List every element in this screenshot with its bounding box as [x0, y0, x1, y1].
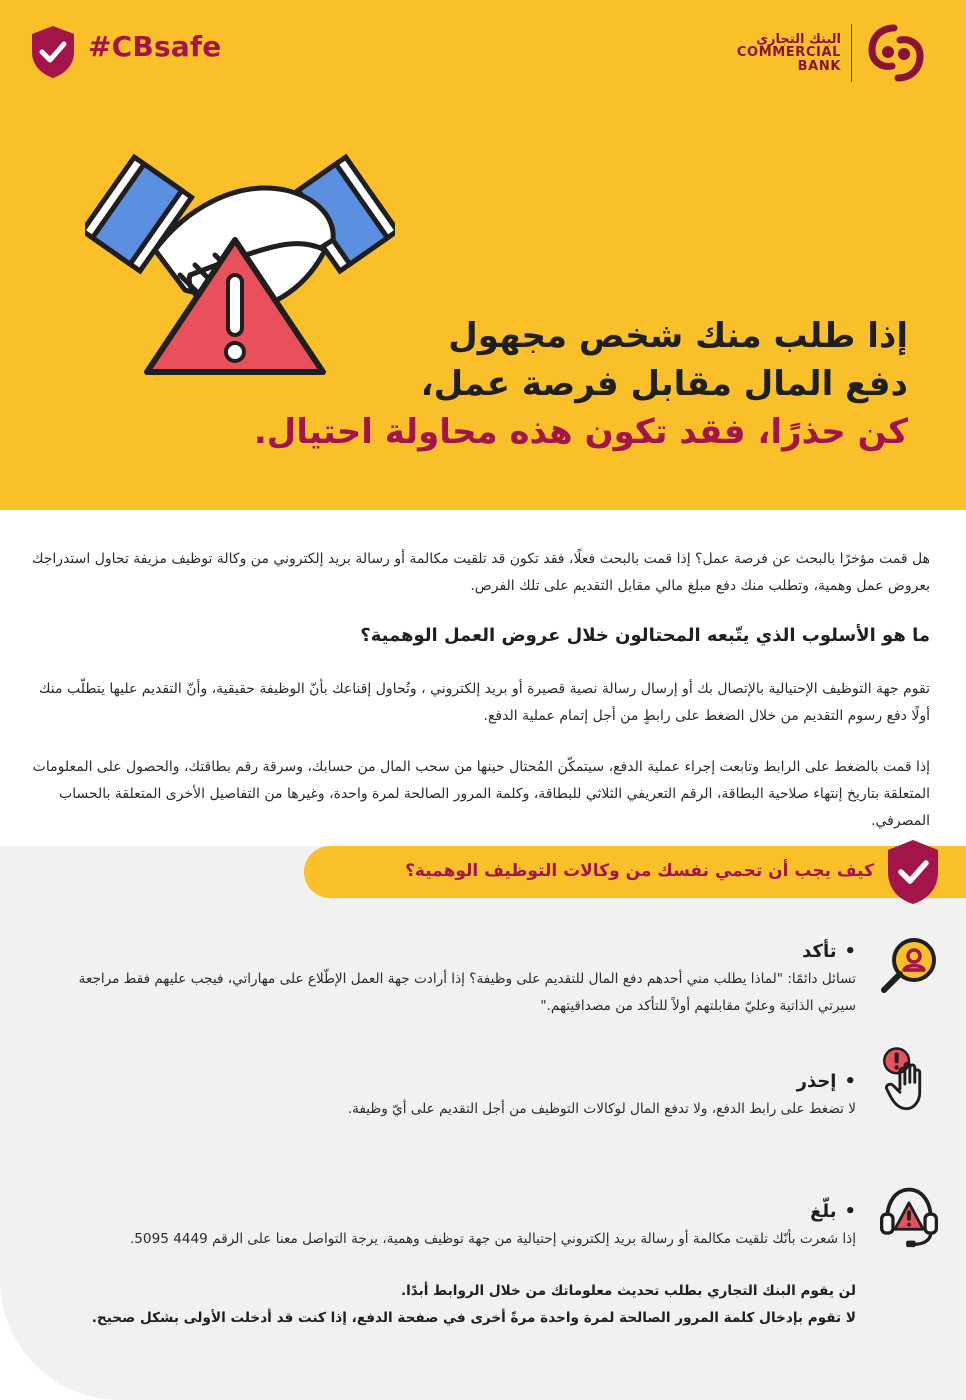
security-notes	[36, 1278, 856, 1332]
note-no-links: لن يقوم البنك التجاري بطلب تحديث معلوماتك من خلال الروابط أبدًا.	[400, 1283, 856, 1299]
tip-beware-body: لا تضغط على رابط الدفع، ولا تدفع المال لوكالات التوظيف من أجل التقديم على أيّ وظيفة.	[347, 1101, 856, 1117]
headline-line-2: دفع المال مقابل فرصة عمل،	[420, 364, 908, 404]
headline-line-1: إذا طلب منك شخص مجهول	[448, 316, 908, 356]
bank-name-en-1: COMMERCIAL	[736, 45, 841, 61]
bank-name-ar: البنك التجاري	[756, 31, 841, 47]
tip-beware	[56, 1068, 856, 1123]
intro-paragraph: هل قمت مؤخرًا بالبحث عن فرصة عمل؟ إذا قمت بالبحث فعلًا، فقد تكون قد تلقيت مكالمة أو رسالة بريد إلكتروني من وكالة توظيف مزيفة تحاول استدراجك بعروض عمل وهمية، وتطلب منك دفع مبلغ مالي مقابل التقديم على تلك الفرص.	[31, 551, 930, 594]
bullet-icon: •	[844, 1201, 856, 1222]
shield-check-icon	[886, 838, 940, 906]
bank-name-en-2: BANK	[797, 58, 841, 74]
bullet-icon: •	[844, 1071, 856, 1092]
magnifier-person-icon	[876, 932, 942, 998]
bank-logo	[737, 22, 926, 84]
tip-report-body: إذا شعرت بأنّك تلقيت مكالمة أو رسالة بريد إلكتروني إحتيالية من جهة توظيف وهمية، يرجة التواصل معنا على الرقم 4449 5095.	[129, 1231, 856, 1247]
tip-verify-body: تسائل دائمًا: "لماذا يطلب مني أحدهم دفع المال للتقديم على وظيفة؟ إذا أرادت جهة العمل الإطّلاع على مهاراتي، فيجب عليهم فقط مراجعة سيرتي الذاتية وعليّ مقابلتهم أولاً للتأكد من مصداقيتهم."	[78, 971, 856, 1014]
risk-paragraph: إذا قمت بالضغط على الرابط وتابعت إجراء عملية الدفع، سيتمكّن المُحتال حينها من سحب المال من حسابك، وسرقة رقم بطاقتك، والحصول على المعلومات المتعلقة بتاريخ إنتهاء صلاحية البطاقة، الرقم التعريفي الثلاثي للبطاقة، وكلمة المرور الصالحة لمرة واحدة، وغيرها من التفاصيل الأخرى المتعلقة بالحساب المصرفي.	[32, 759, 930, 829]
hero-headline	[108, 312, 908, 456]
commercial-bank-logo-icon	[864, 22, 926, 84]
tip-verify	[56, 938, 856, 1020]
bank-name	[737, 33, 841, 74]
stop-hand-alert-icon	[876, 1046, 942, 1112]
protect-title: كيف يجب أن تحمي نفسك من وكالات التوظيف الوهمية؟	[405, 861, 874, 881]
note-otp: لا تقوم بإدخال كلمة المرور الصالحة لمرة واحدة مرةً أخرى في صفحة الدفع، إذا كنت قد أدخلت الأولى بشكل صحيح.	[91, 1310, 856, 1326]
method-paragraph: تقوم جهة التوظيف الإحتيالية بالإتصال بك أو إرسال رسالة نصية قصيرة أو بريد إلكتروني ، وتُحاول إقناعك بأنّ الوظيفة حقيقية، وأنّ التقديم عليها يتطلّب منك أولًا دفع رسوم التقديم من خلال الضغط على رابطٍ من أجل إتمام عملية الدفع.	[39, 681, 930, 724]
tip-report	[56, 1198, 856, 1253]
tip-verify-title: تأكد	[802, 941, 837, 962]
headline-line-3: كن حذرًا، فقد تكون هذه محاولة احتيال.	[253, 412, 908, 452]
shield-check-icon	[30, 24, 76, 80]
logo-divider	[851, 24, 852, 82]
tip-report-title: بلّغ	[810, 1201, 837, 1222]
tip-beware-title: إحذر	[796, 1071, 837, 1092]
bullet-icon: •	[844, 941, 856, 962]
method-question-title: ما هو الأسلوب الذي يتّبعه المحتالون خلال عروض العمل الوهمية؟	[360, 625, 930, 646]
headset-alert-icon	[876, 1184, 942, 1250]
hashtag-label: #CBsafe	[88, 30, 222, 63]
